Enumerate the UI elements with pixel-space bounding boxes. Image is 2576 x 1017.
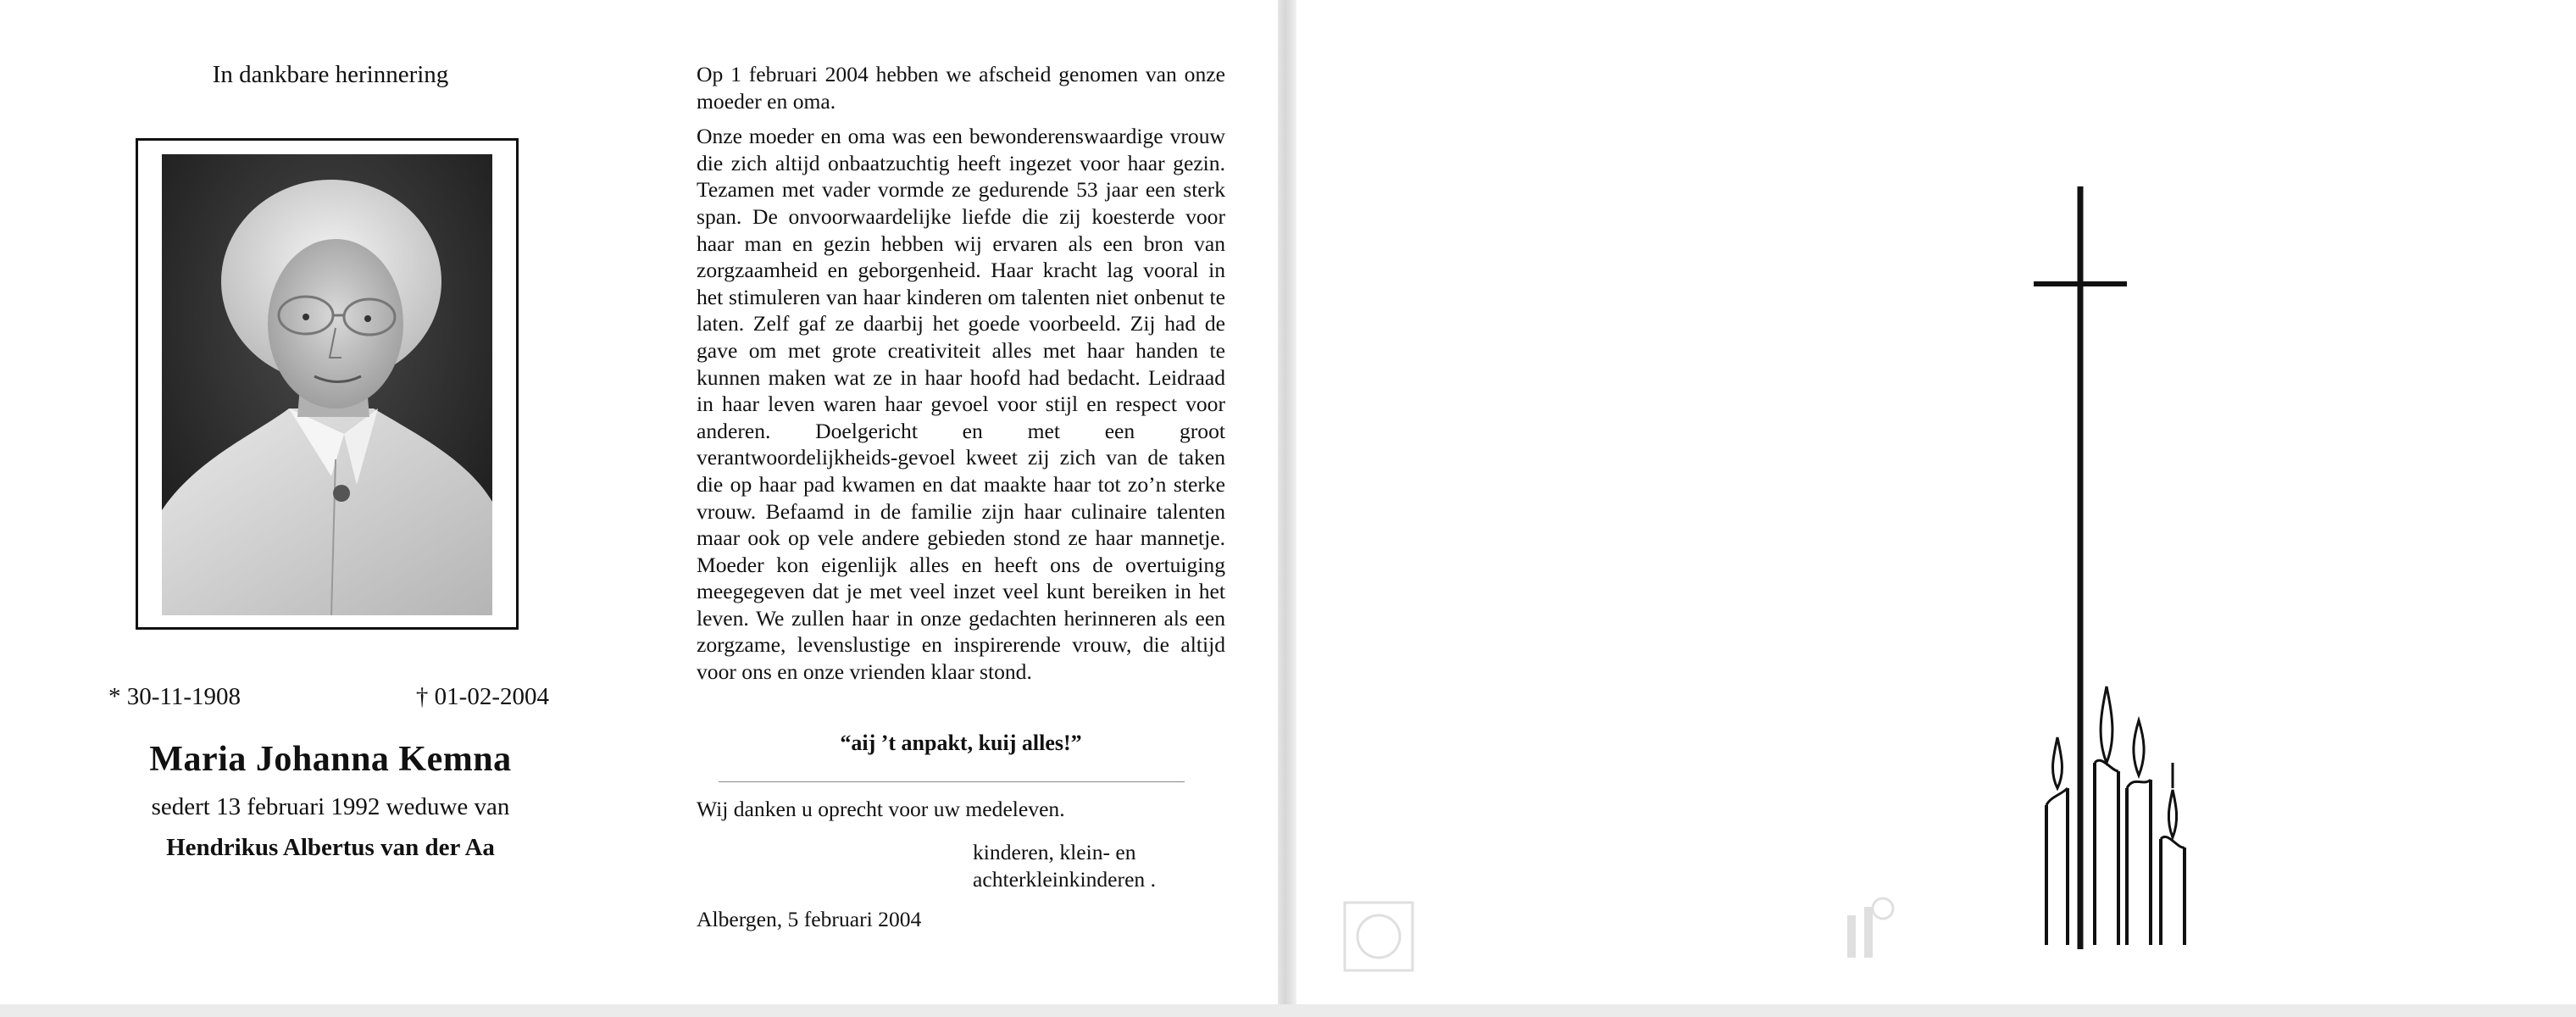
card-back xyxy=(1296,0,2576,1004)
birth-date: * 30-11-1908 xyxy=(108,683,241,710)
memory-heading: In dankbare herinnering xyxy=(212,61,449,88)
signature-line-1: kinderen, klein- en xyxy=(973,840,1136,864)
portrait-photo xyxy=(162,154,492,615)
divider xyxy=(719,781,1185,782)
eulogy-text xyxy=(697,61,1225,694)
cross-with-candles-icon xyxy=(2017,178,2203,958)
eulogy-paragraph-1: Op 1 februari 2004 hebben we afscheid genomen van onze moeder en oma. xyxy=(697,62,1225,114)
card-fold xyxy=(1278,0,1296,1017)
watermark-emblem-icon xyxy=(1341,898,1417,975)
place-date: Albergen, 5 februari 2004 xyxy=(697,907,922,931)
eulogy-paragraph-2: Onze moeder en oma was een bewonderenswaardige vrouw die zich altijd onbaatzuchtig heeft ingezet voor haar gezin. Tezamen met vader vormde ze gedurende 53 jaar een sterk span. De onvoorwaardelijke liefde die zij koesterde voor haar man en gezin hebben wij ervaren als een bron van zorgzaamheid en geborgenheid. Haar kracht lag vooral in het stimuleren van haar kinderen om talenten niet onbenut te laten. Zelf gaf ze daarbij het goede voorbeeld. Zij had de gave om met grote creativiteit alles met haar handen te kunnen maken wat ze in haar hoofd had bedacht. Leidraad in haar leven waren haar gevoel voor stijl en respect voor anderen. Doelgericht en met een groot verantwoordelijkheids-gevoel kweet zij zich van de taken die op haar pad kwamen en dat maakte haar tot zo’n sterke vrouw. Befaamd in de familie zijn haar culinaire talenten maar ook op vele andere gebieden stond ze haar mannetje. Moeder kon eigenlijk alles en heeft ons de overtuiging meegegeven dat je met veel inzet veel kunt bereiken in het leven. We zullen haar in onze gedachten herinneren als een zorgzame, levenslustige en inspirerende vrouw, die altijd voor ons en onze vrienden klaar stond. xyxy=(697,124,1225,685)
signature-line-2: achterkleinkinderen . xyxy=(973,867,1157,892)
death-date: † 01-02-2004 xyxy=(415,683,549,710)
motto: “aij ’t anpakt, kuij alles!” xyxy=(840,731,1082,755)
widow-line: sedert 13 februari 1992 weduwe van xyxy=(151,793,510,820)
spouse-name: Hendrikus Albertus van der Aa xyxy=(166,834,495,861)
card-inner-spread xyxy=(0,0,1284,1004)
paper-edge xyxy=(0,1004,2576,1017)
deceased-name: Maria Johanna Kemna xyxy=(149,740,512,779)
watermark-logo-icon xyxy=(1839,890,1907,975)
signature xyxy=(973,839,1156,893)
thanks-line: Wij danken u oprecht voor uw medeleven. xyxy=(697,797,1065,821)
portrait-frame xyxy=(136,138,519,630)
portrait-illustration xyxy=(162,154,492,615)
